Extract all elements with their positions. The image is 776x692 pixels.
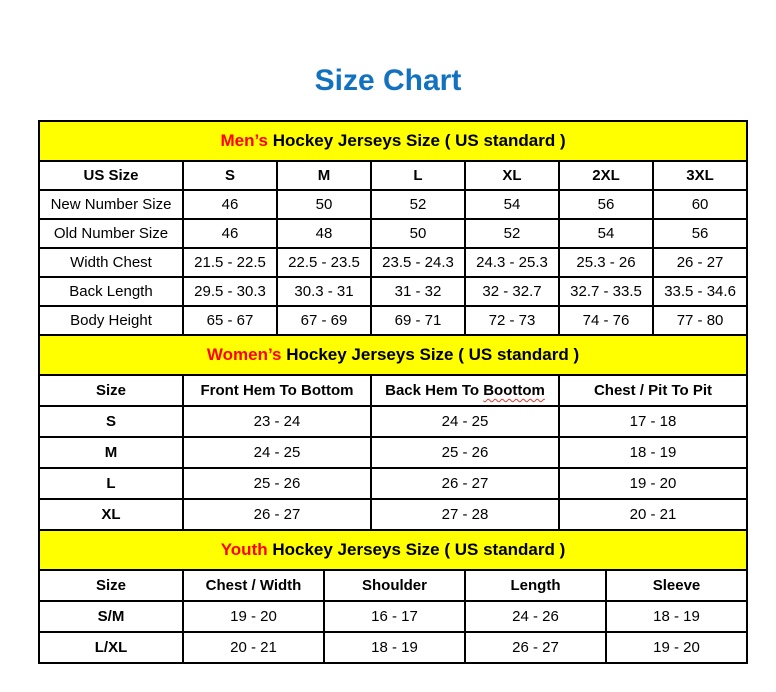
- size-value: 24 - 25: [371, 406, 559, 437]
- col-header: Length: [465, 570, 606, 601]
- size-value: 56: [559, 190, 653, 219]
- size-value: 19 - 20: [183, 601, 324, 632]
- size-value: 16 - 17: [324, 601, 465, 632]
- col-header: Size: [39, 375, 183, 406]
- col-header: S: [183, 161, 277, 190]
- size-value: 26 - 27: [465, 632, 606, 663]
- col-header: Front Hem To Bottom: [183, 375, 371, 406]
- size-value: 22.5 - 23.5: [277, 248, 371, 277]
- col-header: XL: [465, 161, 559, 190]
- size-value: 54: [559, 219, 653, 248]
- size-value: 25 - 26: [371, 437, 559, 468]
- size-value: 23 - 24: [183, 406, 371, 437]
- row-label: XL: [39, 499, 183, 530]
- size-value: 18 - 19: [606, 601, 747, 632]
- row-label: Old Number Size: [39, 219, 183, 248]
- col-header: M: [277, 161, 371, 190]
- size-value: 77 - 80: [653, 306, 747, 335]
- row-label: Body Height: [39, 306, 183, 335]
- size-value: 29.5 - 30.3: [183, 277, 277, 306]
- size-value: 21.5 - 22.5: [183, 248, 277, 277]
- table-row: [39, 601, 747, 632]
- size-value: 33.5 - 34.6: [653, 277, 747, 306]
- size-value: 26 - 27: [371, 468, 559, 499]
- womens-section-title: [39, 335, 747, 375]
- youth-section-title-rest: Hockey Jerseys Size ( US standard ): [267, 540, 566, 559]
- col-header: Shoulder: [324, 570, 465, 601]
- size-value: 67 - 69: [277, 306, 371, 335]
- table-row: [39, 437, 747, 468]
- row-label: L: [39, 468, 183, 499]
- size-value: 32.7 - 33.5: [559, 277, 653, 306]
- size-value: 48: [277, 219, 371, 248]
- table-row: [39, 406, 747, 437]
- size-value: 32 - 32.7: [465, 277, 559, 306]
- row-label: L/XL: [39, 632, 183, 663]
- size-value: 74 - 76: [559, 306, 653, 335]
- size-value: 69 - 71: [371, 306, 465, 335]
- col-header: L: [371, 161, 465, 190]
- col-header: 3XL: [653, 161, 747, 190]
- womens-size-table: [38, 334, 748, 531]
- size-value: 31 - 32: [371, 277, 465, 306]
- size-value: 54: [465, 190, 559, 219]
- size-value: 19 - 20: [606, 632, 747, 663]
- col-header: [371, 375, 559, 406]
- size-value: 56: [653, 219, 747, 248]
- row-label: Width Chest: [39, 248, 183, 277]
- table-row: [39, 306, 747, 335]
- size-value: 24 - 25: [183, 437, 371, 468]
- mens-section-title-rest: Hockey Jerseys Size ( US standard ): [268, 131, 566, 150]
- table-row: [39, 499, 747, 530]
- youth-section-title-highlight: Youth: [220, 540, 268, 559]
- size-value: 50: [371, 219, 465, 248]
- size-value: 23.5 - 24.3: [371, 248, 465, 277]
- table-row: [39, 277, 747, 306]
- mens-section-title-highlight: Men’s: [220, 131, 268, 150]
- size-value: 18 - 19: [559, 437, 747, 468]
- youth-size-table: [38, 529, 748, 664]
- size-value: 26 - 27: [653, 248, 747, 277]
- col-header-text: Back Hem To: [385, 382, 484, 399]
- mens-section-title: [39, 121, 747, 161]
- col-header: Chest / Pit To Pit: [559, 375, 747, 406]
- size-tables: [38, 120, 746, 664]
- misspelled-word: Boottom: [483, 382, 545, 399]
- row-label: M: [39, 437, 183, 468]
- size-value: 46: [183, 219, 277, 248]
- row-label: Back Length: [39, 277, 183, 306]
- size-value: 24.3 - 25.3: [465, 248, 559, 277]
- womens-section-title-highlight: Women’s: [206, 345, 282, 364]
- col-header: 2XL: [559, 161, 653, 190]
- table-row: [39, 468, 747, 499]
- size-value: 52: [465, 219, 559, 248]
- table-row: [39, 248, 747, 277]
- size-value: 60: [653, 190, 747, 219]
- size-value: 52: [371, 190, 465, 219]
- size-value: 24 - 26: [465, 601, 606, 632]
- col-header: US Size: [39, 161, 183, 190]
- col-header: Size: [39, 570, 183, 601]
- table-row: [39, 190, 747, 219]
- size-value: 65 - 67: [183, 306, 277, 335]
- size-value: 25.3 - 26: [559, 248, 653, 277]
- size-value: 20 - 21: [559, 499, 747, 530]
- table-row: [39, 219, 747, 248]
- col-header: Chest / Width: [183, 570, 324, 601]
- size-value: 46: [183, 190, 277, 219]
- size-value: 25 - 26: [183, 468, 371, 499]
- size-value: 30.3 - 31: [277, 277, 371, 306]
- size-value: 18 - 19: [324, 632, 465, 663]
- mens-size-table: [38, 120, 748, 336]
- youth-section-title: [39, 530, 747, 570]
- womens-section-title-rest: Hockey Jerseys Size ( US standard ): [281, 345, 580, 364]
- size-value: 72 - 73: [465, 306, 559, 335]
- col-header: Sleeve: [606, 570, 747, 601]
- size-value: 20 - 21: [183, 632, 324, 663]
- row-label: S: [39, 406, 183, 437]
- size-value: 26 - 27: [183, 499, 371, 530]
- size-value: 17 - 18: [559, 406, 747, 437]
- size-value: 27 - 28: [371, 499, 559, 530]
- size-value: 50: [277, 190, 371, 219]
- table-row: [39, 632, 747, 663]
- size-value: 19 - 20: [559, 468, 747, 499]
- row-label: New Number Size: [39, 190, 183, 219]
- page-title: Size Chart: [314, 64, 462, 97]
- row-label: S/M: [39, 601, 183, 632]
